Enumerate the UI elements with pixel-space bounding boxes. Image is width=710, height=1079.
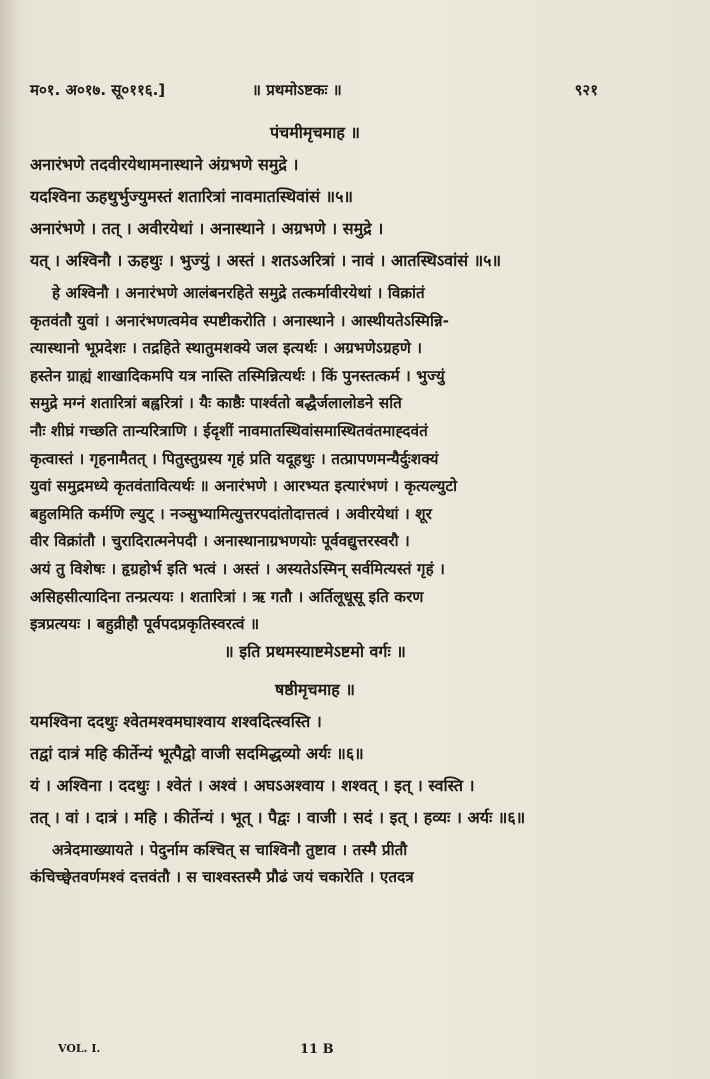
commentary-line: वीर विक्रांतौ । चुरादिरात्मनेपदी । अनास्थानाग्रभणयोः पूर्ववद्युत्तरस्वरौ । (30, 532, 410, 551)
commentary (30, 837, 600, 892)
page-number: ९२१ (574, 81, 598, 99)
commentary-line: अयं तु विशेषः । हृग्रहोर्भ इति भत्वं । अस्तं । अस्यतेऽस्मिन् सर्वमित्यस्तं गृहं । (30, 559, 445, 578)
verse-line: तद्वां दात्रं महि कीर्तेन्यं भूत्पैद्वो वाजी सदमिद्धव्यो अर्यः ॥६॥ (30, 743, 364, 763)
commentary-line: कंचिच्छ्वेतवर्णमश्वं दत्तवंतौ । स चाश्वस्तस्मै प्रौढं जयं चकारेति । एतदत्र (30, 868, 414, 887)
padapatha-line: अनारंभणे । तत् । अवीरयेथां । अनास्थाने । अग्रभणे । समुद्रे । (30, 219, 384, 238)
running-header (30, 80, 598, 108)
page-body (30, 120, 600, 892)
varga-colophon: ॥ इति प्रथमस्याष्टमेऽष्टमो वर्गः ॥ (224, 641, 406, 661)
gutter-shadow (0, 0, 18, 1079)
header-title: ॥ प्रथमोऽष्टकः ॥ (252, 81, 342, 99)
padapatha-line: यत् । अश्विनौ । ऊहथुः । भुज्युं । अस्तं । शतऽअरित्रां । नावं । आतस्थिऽवांसं ॥५॥ (30, 251, 502, 270)
page-footer (58, 1042, 598, 1062)
section-heading: पंचमीमृचमाह ॥ (269, 123, 361, 142)
commentary-line: बहुलमिति कर्मणि ल्युट् । नञ्सुभ्यामित्युत्तरपदांतोदात्तत्वं । अवीरयेथां । शूर (30, 504, 432, 523)
section-heading: षष्ठीमृचमाह ॥ (275, 679, 355, 699)
padapatha-line: तत् । वां । दात्रं । महि । कीर्तेन्यं । भूत् । पैद्वः । वाजी । सदं । इत् । हव्यः । अर्यः ॥६॥ (30, 807, 526, 827)
commentary-line: कृत्वास्तं । गृहनामैतत् । पितुस्तुग्रस्य गृहं प्रति यदूहथुः । तत्प्रापणमन्यैर्दुःशक्यं (30, 449, 439, 468)
commentary-line: समुद्रे मग्नं शतारित्रां बह्वरित्रां । यैः काष्ठैः पार्श्वतो बद्धैर्जलालोडने सति (30, 394, 402, 413)
commentary-line: इत्रप्रत्ययः । बहुव्रीहौ पूर्वपदप्रकृतिस्वरत्वं ॥ (30, 615, 260, 634)
commentary-line: युवां समुद्रमध्ये कृतवंतावित्यर्थः ॥ अनारंभणे । आरभ्यत इत्यारंभणं । कृत्यल्युटो (30, 477, 458, 496)
commentary-line: अत्रेदमाख्यायते । पेदुर्नाम कश्चित् स चाश्विनौ तुष्टाव । तस्मै प्रीतौ (52, 840, 408, 859)
commentary-line: असिहसीत्यादिना तन्प्रत्ययः । शतारित्रां । ऋ गतौ । अर्तिलूधूसू इति करण (30, 587, 424, 606)
verse-line: यमश्विना ददथुः श्वेतमश्वमघाश्वाय शश्वदित्स्वस्ति । (30, 711, 322, 731)
commentary-line: कृतवंतौ युवां । अनारंभणत्वमेव स्पष्टीकरोति । अनास्थाने । आस्थीयतेऽस्मिन्नि- (30, 311, 450, 330)
commentary-line: हस्तेन ग्राह्यं शाखादिकमपि यत्र नास्ति तस्मिन्नित्यर्थः । किं पुनस्तत्कर्म । भुज्युं (30, 366, 445, 385)
commentary-line: हे अश्विनौ । अनारंभणे आलंबनरहिते समुद्रे तत्कर्मावीरयेथां । विक्रांतं (52, 284, 425, 302)
volume-label: VOL. I. (58, 1042, 101, 1055)
signature-mark: 11 B (300, 1042, 334, 1057)
verse-line: अनारंभणे तदवीरयेथामनास्थाने अंग्रभणे समुद्रे । (30, 155, 299, 174)
commentary-line: त्यास्थानो भूप्रदेशः । तद्रहिते स्थातुमशक्ये जल इत्यर्थः । अग्रभणेऽग्रहणे । (30, 339, 423, 358)
commentary (30, 280, 600, 639)
padapatha-line: यं । अश्विना । ददथुः । श्वेतं । अश्वं । अघऽअश्वाय । शश्वत् । इत् । स्वस्ति । (30, 775, 475, 795)
header-reference: म०१. अ०१७. सू०११६.] (30, 81, 166, 99)
commentary-line: नौः शीघ्रं गच्छति तान्यरित्राणि । ईदृशीं नावमातस्थिवांसमास्थितवंतमाह्दवंतं (30, 421, 428, 440)
verse-line: यदश्विना ऊहथुर्भुज्युमस्तं शतारित्रां नावमातस्थिवांसं ॥५॥ (30, 187, 353, 206)
